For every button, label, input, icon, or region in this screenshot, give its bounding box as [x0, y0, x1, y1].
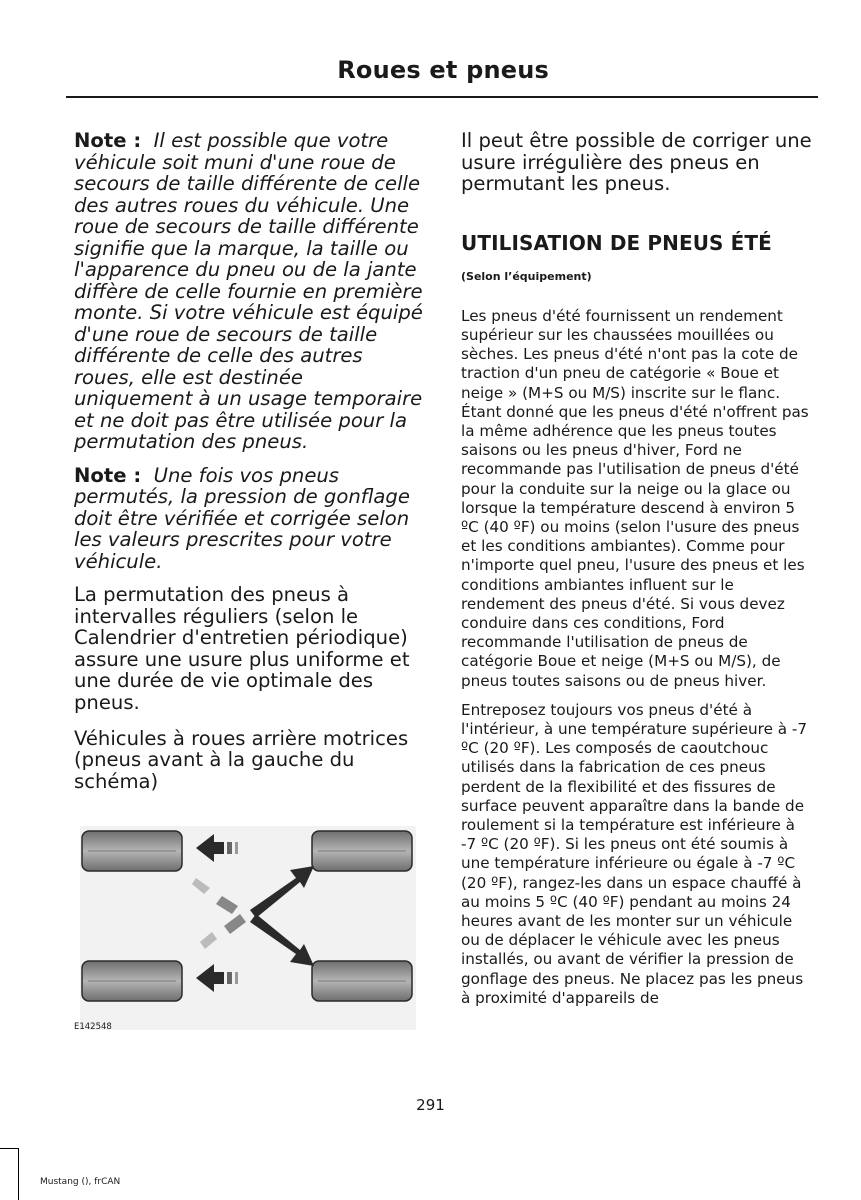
note-text: Une fois vos pneus permutés, la pression de gonflage doit être vérifiée et corrigée selon les valeurs prescrites pour votre véhicule. [74, 463, 410, 573]
note-label: Note : [74, 463, 142, 487]
rwd-caption: Véhicules à roues arrière motrices (pneus avant à la gauche du schéma) [74, 726, 409, 793]
section-subheading: (Selon l’équipement) [461, 269, 592, 283]
document-reference: Mustang (), frCAN [40, 1177, 121, 1187]
crop-mark [0, 1148, 18, 1149]
note-tire-pressure [74, 465, 426, 573]
figure-id: E142548 [74, 1022, 112, 1032]
page-title: Roues et pneus [337, 56, 549, 84]
arrow-left-top [196, 834, 238, 862]
rotation-paragraph: La permutation des pneus à intervalles réguliers (selon le Calendrier d'entretien périodique) assure une usure plus uniforme et une durée de vie optimale des pneus. [74, 583, 410, 714]
cross-arrow-up [200, 866, 314, 949]
note-spare-wheel [74, 130, 426, 453]
storage-paragraph: Entreposez toujours vos pneus d'été à l'intérieur, à une température supérieure à -7 ºC (20 ºF). Les composés de caoutchouc utilisés dans la fabrication de ces pneus perdent de la flexibilité et des fissures de surface peuvent apparaître dans la bande de roulement si la température est inférieure à -7 ºC (20 ºF). Si les pneus ont été soumis à une température inférieure ou égale à -7 ºC (20 ºF), rangez-les dans un espace chauffé à au moins 5 ºC (40 ºF) pendant au moins 24 heures avant de les monter sur un véhicule ou de déplacer le véhicule avec les pneus installés, ou avant de vérifier la pression de gonflage des pneus. Ne placez pas les pneus à proximité d'appareils de [461, 700, 808, 1007]
header-divider [66, 96, 818, 98]
right-column [461, 130, 813, 1018]
crop-mark [18, 1148, 19, 1200]
rotation-illustration [74, 826, 416, 1030]
note-text: Il est possible que votre véhicule soit muni d'une roue de secours de taille différente de celle des autres roues du véhicule. Une roue de secours de taille différente signifie que la marque, la taille ou l'apparence du pneu ou de la jante diffère de celle fournie en première monte. Si votre véhicule est équipé d'une roue de secours de taille différente de celle des autres roues, elle est destinée uniquement à un usage temporaire et ne doit pas être utilisée pour la permutation des pneus. [74, 129, 423, 453]
left-column [74, 130, 426, 806]
arrow-left-bottom [196, 964, 238, 992]
intro-paragraph: Il peut être possible de corriger une usure irrégulière des pneus en permutant les pneus. [461, 129, 812, 196]
summer-tires-paragraph: Les pneus d'été fournissent un rendement supérieur sur les chaussées mouillées ou sèches. Les pneus d'été n'ont pas la cote de traction d'un pneu de catégorie « Boue et neige » (M+S ou M/S) inscrite sur le flanc. Étant donné que les pneus d'été n'offrent pas la même adhérence que les pneus toutes saisons ou les pneus d'hiver, Ford ne recommande pas l'utilisation de pneus d'été pour la conduite sur la neige ou la glace ou lorsque la température descend à environ 5 ºC (40 ºF) ou moins (selon l'usure des pneus et les conditions ambiantes). Comme pour n'importe quel pneu, l'usure des pneus et les conditions ambiantes influent sur le rendement des pneus d'été. Si vous devez conduire dans ces conditions, Ford recommande l'utilisation de pneus de catégorie Boue et neige (M+S ou M/S), de pneus toutes saisons ou de pneus hiver. [461, 306, 809, 690]
note-label: Note : [74, 129, 142, 152]
page-number: 291 [416, 1096, 445, 1114]
cross-arrow-down [192, 878, 314, 966]
tire-rotation-diagram [74, 826, 416, 1030]
section-heading: UTILISATION DE PNEUS ÉTÉ [461, 230, 772, 255]
